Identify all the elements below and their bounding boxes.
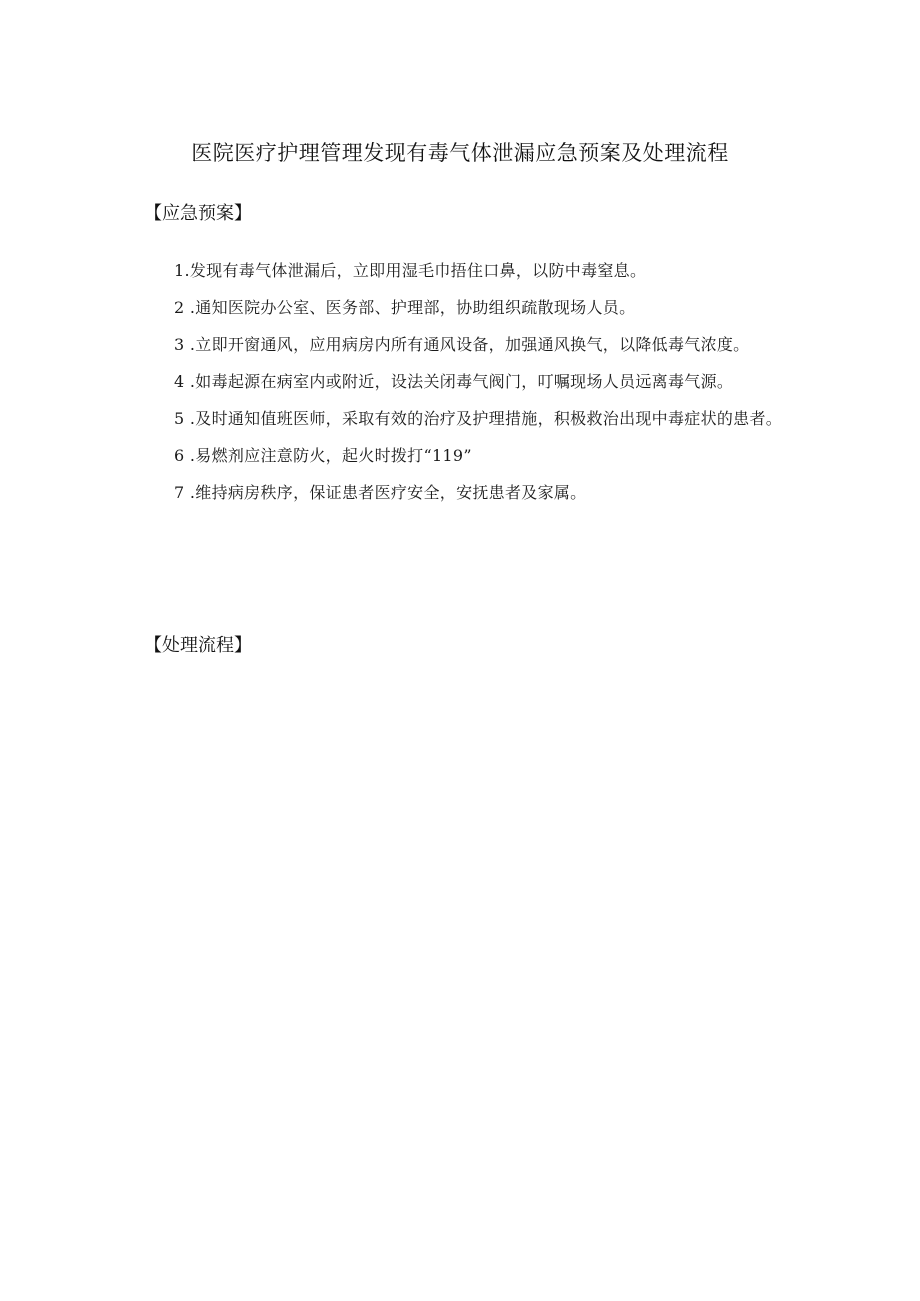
item-text: 立即开窗通风，应用病房内所有通风设备，加强通风换气，以降低毒气浓度。 <box>195 335 750 354</box>
item-number: 7 . <box>174 483 196 502</box>
item-text: 发现有毒气体泄漏后，立即用湿毛巾捂住口鼻，以防中毒窒息。 <box>189 261 647 280</box>
list-item <box>138 326 786 363</box>
list-item <box>138 437 786 474</box>
item-number: 4 . <box>174 372 196 391</box>
list-item <box>138 363 786 400</box>
item-text: 及时通知值班医师，采取有效的治疗及护理措施，积极救治出现中毒症状的患者。 <box>195 409 783 428</box>
item-number: 3 . <box>174 335 196 354</box>
list-item <box>138 474 786 511</box>
emergency-plan-list <box>138 252 786 511</box>
list-item <box>138 289 786 326</box>
item-number: 5 . <box>174 409 196 428</box>
item-number: 2 . <box>174 298 196 317</box>
item-text: 通知医院办公室、医务部、护理部，协助组织疏散现场人员。 <box>195 298 636 317</box>
item-text: 维持病房秩序，保证患者医疗安全，安抚患者及家属。 <box>195 483 587 502</box>
section-heading-emergency-plan: 【应急预案】 <box>144 203 252 224</box>
item-text: 易燃剂应注意防火，起火时拨打“119” <box>195 446 472 465</box>
item-text: 如毒起源在病室内或附近，设法关闭毒气阀门，叮嘱现场人员远离毒气源。 <box>195 372 734 391</box>
section-heading-handling-process: 【处理流程】 <box>144 635 252 656</box>
list-item <box>138 400 786 437</box>
item-number: 1. <box>174 261 190 280</box>
item-number: 6 . <box>174 446 196 465</box>
list-item <box>138 252 786 289</box>
document-title: 医院医疗护理管理发现有毒气体泄漏应急预案及处理流程 <box>191 141 729 165</box>
